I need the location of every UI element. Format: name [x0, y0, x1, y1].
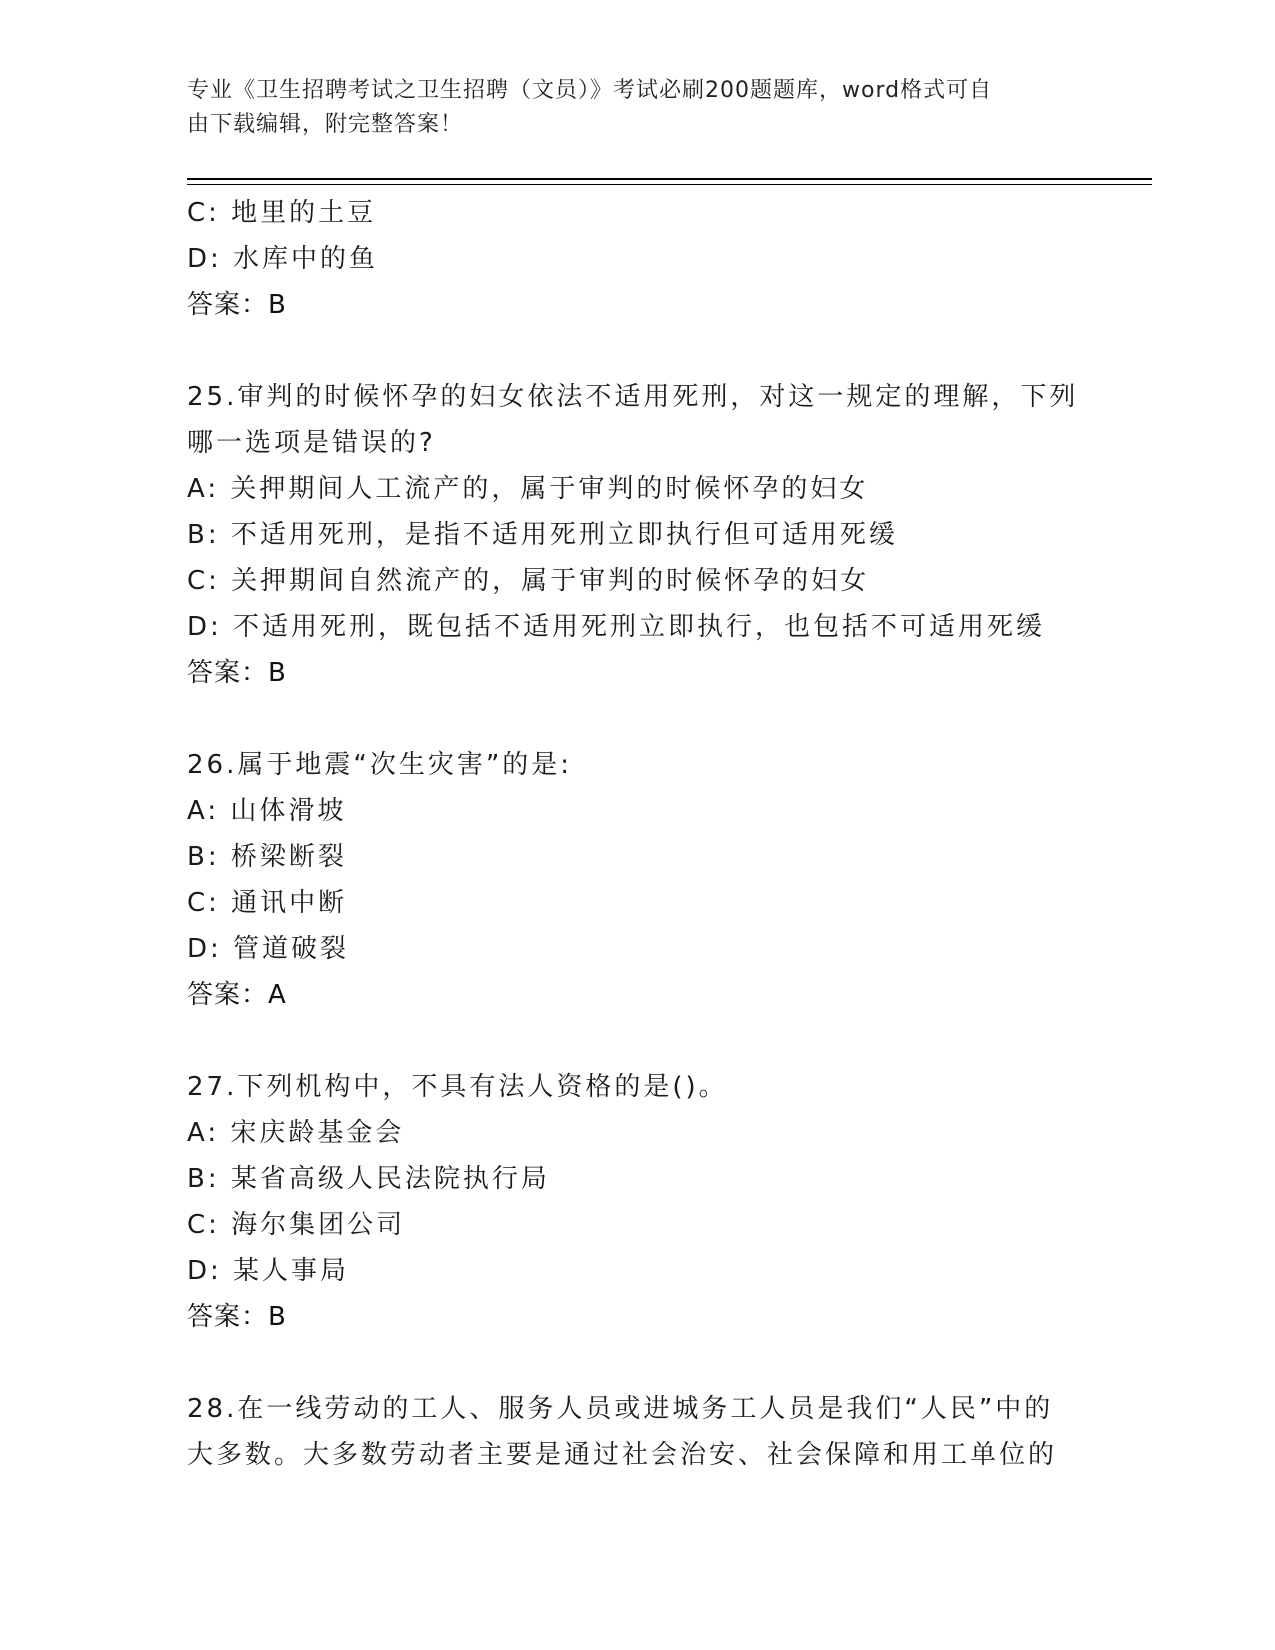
option-b: B: 某省高级人民法院执行局: [187, 1164, 550, 1194]
header-line-1: 专业《卫生招聘考试之卫生招聘（文员）》考试必刷200题题库，word格式可自: [187, 78, 993, 103]
question-stem: 25.审判的时候怀孕的妇女依法不适用死刑，对这一规定的理解，下列: [187, 382, 1079, 412]
option-c: C: 关押期间自然流产的，属于审判的时候怀孕的妇女: [187, 566, 870, 596]
question-24-continued: [187, 190, 1087, 328]
spacer: [187, 328, 1087, 374]
option-d: D: 不适用死刑，既包括不适用死刑立即执行，也包括不可适用死缓: [187, 612, 1046, 642]
document-header: [187, 74, 1067, 142]
question-stem: 27.下列机构中，不具有法人资格的是()。: [187, 1072, 728, 1102]
document-body: [187, 190, 1087, 1478]
question-stem: 哪一选项是错误的?: [187, 428, 436, 458]
question-25: [187, 374, 1087, 696]
option-a: A: 关押期间人工流产的，属于审判的时候怀孕的妇女: [187, 474, 869, 504]
option-c: C: 通讯中断: [187, 888, 348, 918]
option-c: C: 地里的土豆: [187, 198, 377, 228]
question-stem: 28.在一线劳动的工人、服务人员或进城务工人员是我们“人民”中的: [187, 1394, 1054, 1424]
question-28: [187, 1386, 1087, 1478]
answer-line: 答案：B: [187, 658, 287, 688]
option-d: D: 管道破裂: [187, 934, 350, 964]
answer-line: 答案：B: [187, 290, 287, 320]
question-stem: 大多数。大多数劳动者主要是通过社会治安、社会保障和用工单位的: [187, 1440, 1058, 1470]
header-divider-thin: [187, 184, 1152, 185]
header-divider-thick: [187, 178, 1152, 180]
spacer: [187, 1018, 1087, 1064]
option-d: D: 某人事局: [187, 1256, 350, 1286]
spacer: [187, 696, 1087, 742]
question-stem: 26.属于地震“次生灾害”的是:: [187, 750, 573, 780]
question-26: [187, 742, 1087, 1018]
question-27: [187, 1064, 1087, 1340]
option-a: A: 宋庆龄基金会: [187, 1118, 405, 1148]
option-b: B: 不适用死刑，是指不适用死刑立即执行但可适用死缓: [187, 520, 898, 550]
option-a: A: 山体滑坡: [187, 796, 347, 826]
option-b: B: 桥梁断裂: [187, 842, 347, 872]
header-line-2: 由下载编辑，附完整答案！: [187, 112, 464, 137]
answer-line: 答案：A: [187, 980, 287, 1010]
answer-line: 答案：B: [187, 1302, 287, 1332]
option-c: C: 海尔集团公司: [187, 1210, 406, 1240]
spacer: [187, 1340, 1087, 1386]
option-d: D: 水库中的鱼: [187, 244, 379, 274]
